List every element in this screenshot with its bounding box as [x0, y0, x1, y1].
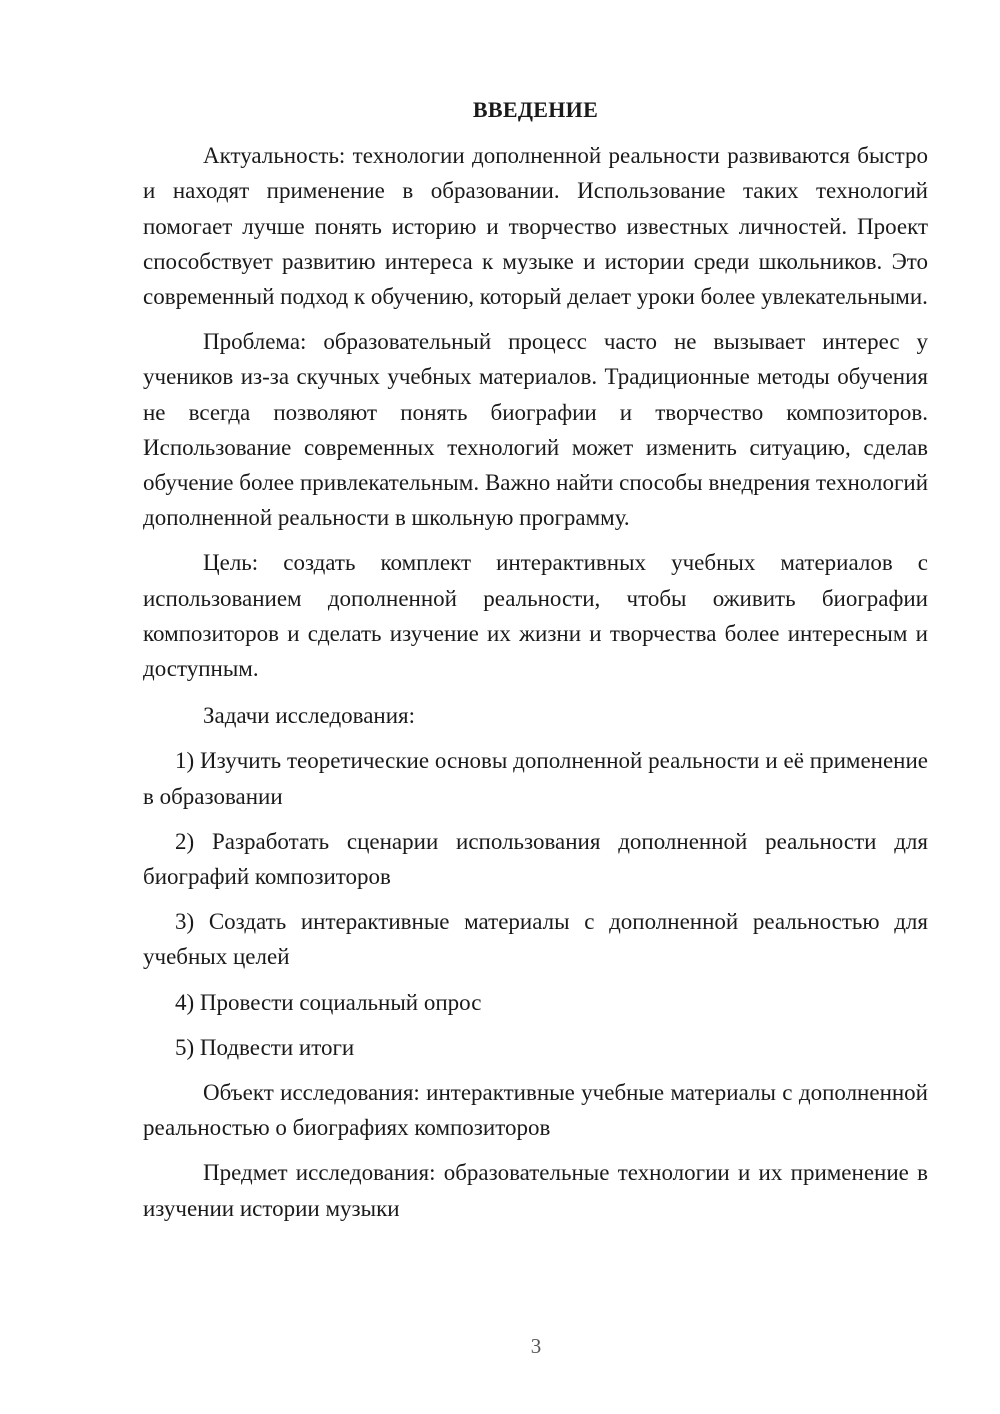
- page-number: 3: [530, 1334, 542, 1358]
- paragraph-object: Объект исследования: интерактивные учебные материалы с дополненной реальностью о биографиях композиторов: [143, 1080, 928, 1141]
- task-item-5: 5) Подвести итоги: [175, 1034, 355, 1060]
- task-item-2: 2) Разработать сценарии использования дополненной реальности для биографий композиторов: [143, 828, 928, 890]
- paragraph-problem: Проблема: образовательный процесс часто не вызывает интерес у учеников из-за скучных учебных материалов. Традиционные методы обучения не всегда позволяют понять биографии и творчество композиторов. Использование современных технологий может изменить ситуацию, сделав обучение более привлекательным. Важно найти способы внедрения технологий дополненной реальности в школьную программу.: [143, 329, 928, 531]
- paragraph-relevance: Актуальность: технологии дополненной реальности развиваются быстро и находят применение в образовании. Использование таких технологий помогает лучше понять историю и творчество известных личностей. Проект способствует развитию интереса к музыке и истории среди школьников. Это современный подход к обучению, который делает уроки более увлекательными.: [143, 143, 928, 310]
- task-item-4: 4) Провести социальный опрос: [175, 989, 482, 1015]
- task-item-3: 3) Создать интерактивные материалы с дополненной реальностью для учебных целей: [143, 909, 928, 970]
- paragraph-subject: Предмет исследования: образовательные технологии и их применение в изучении истории музыки: [143, 1160, 928, 1221]
- document-page: [143, 92, 928, 1236]
- section-heading: ВВЕДЕНИЕ: [472, 97, 599, 122]
- paragraph-tasks-intro: Задачи исследования:: [203, 703, 416, 729]
- task-item-1: 1) Изучить теоретические основы дополненной реальности и её применение в образовании: [143, 748, 928, 809]
- paragraph-goal: Цель: создать комплект интерактивных учебных материалов с использованием дополненной реальности, чтобы оживить биографии композиторов и сделать изучение их жизни и творчества более интересным и доступным.: [143, 550, 928, 682]
